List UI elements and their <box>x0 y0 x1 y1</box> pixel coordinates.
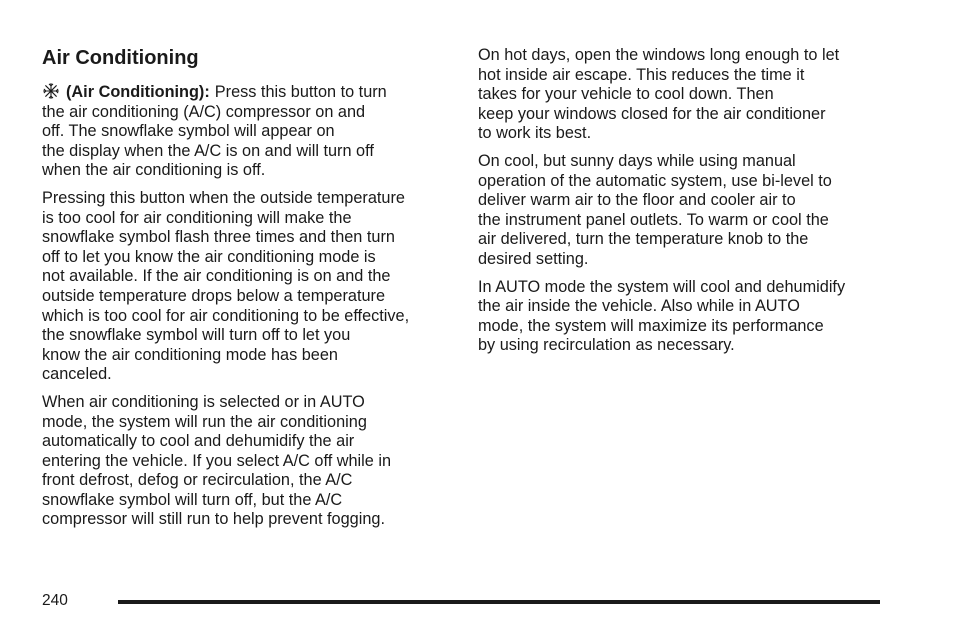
ac-button-description <box>42 82 452 181</box>
page-number: 240 <box>42 592 68 609</box>
paragraph-hot-days: On hot days, open the windows long enough to let hot inside air escape. This reduces the time it takes for your vehicle to cool down. Then keep your windows closed for the air conditioner to work its best. <box>478 46 840 143</box>
section-heading: Air Conditioning <box>42 47 199 69</box>
entry-label: (Air Conditioning): <box>66 83 210 101</box>
paragraph-auto-dehumidify: In AUTO mode the system will cool and dehumidify the air inside the vehicle. Also while in AUTO mode, the system will maximize its performance by using recirculation as necessary. <box>478 277 846 355</box>
left-column <box>42 46 452 538</box>
snowflake-icon <box>42 82 60 100</box>
right-column <box>478 46 888 364</box>
paragraph-too-cool: Pressing this button when the outside temperature is too cool for air conditioning will make the snowflake symbol flash three times and then turn off to let you know the air conditioning mode is not available. If the air conditioning is on and the outside temperature drops below a temperature which is too cool for air conditioning to be effective, the snowflake symbol will turn off to let you know the air conditioning mode has been canceled. <box>42 188 410 384</box>
entry-text: Press this button to turn the air conditioning (A/C) compressor on and off. The snowflake symbol will appear on the display when the A/C is on and will turn off when the air conditioning is off. <box>42 83 387 180</box>
paragraph-cool-sunny-days: On cool, but sunny days while using manual operation of the automatic system, use bi-level to deliver warm air to the floor and cooler air to the instrument panel outlets. To warm or cool the air delivered, turn the temperature knob to the desired setting. <box>478 151 832 268</box>
paragraph-auto-mode: When air conditioning is selected or in AUTO mode, the system will run the air conditioning automatically to cool and dehumidify the air entering the vehicle. If you select A/C off while in front defrost, defog or recirculation, the A/C snowflake symbol will turn off, but the A/C compressor will still run to help prevent fogging. <box>42 392 392 529</box>
footer-rule <box>118 600 880 604</box>
